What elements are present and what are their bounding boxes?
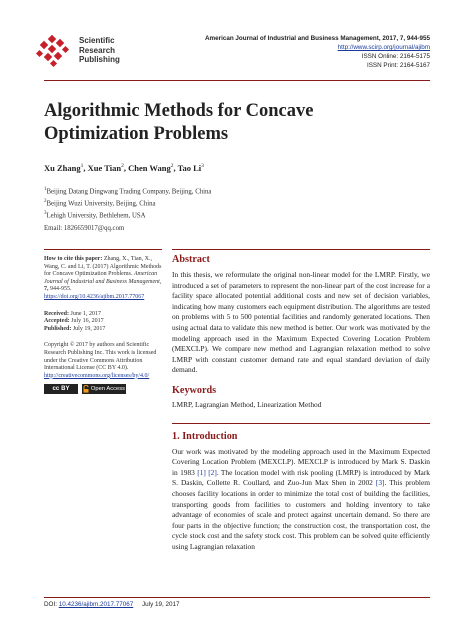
keywords-text: LMRP, Lagrangian Method, Linearization Method: [172, 399, 322, 409]
citation-pages: 944-955.: [50, 286, 72, 293]
affiliation-list: [44, 185, 211, 220]
author-affil-sup: 3: [201, 163, 204, 170]
reference-link[interactable]: [1]: [197, 467, 206, 477]
scirp-logo-icon: [33, 34, 77, 70]
license-badges: [44, 384, 162, 394]
author-name: Chen Wang: [128, 163, 171, 173]
affiliation-sup: 1: [44, 187, 47, 192]
publisher-name-line2: Research: [79, 45, 116, 55]
accepted-label: Accepted:: [44, 318, 70, 325]
main-content: [172, 249, 430, 552]
author-name: Xue Tian: [87, 163, 122, 173]
published-value: July 19, 2017: [72, 325, 106, 332]
received-label: Received:: [44, 310, 69, 317]
publisher-name: [79, 36, 120, 65]
license-link[interactable]: http://creativecommons.org/licenses/by/4.0/: [44, 372, 150, 379]
citation-label: How to cite this paper:: [44, 256, 103, 262]
published-date: [44, 326, 162, 334]
introduction-heading: 1. Introduction: [172, 430, 238, 442]
publisher-name-line3: Publishing: [79, 55, 120, 64]
abstract-text: In this thesis, we reformulate the original non-linear model for the LMRP. Firstly, we introduced a set of parameters to represent the non-linear part of the cost increase for a facility space allocated potential additional costs and new set of decision variables, indicating how many customers each equipment distribution. The algorithms are tested on problems with 5 to 500 potential facilities and randomly generated locations. Then using actual data to validate this new method is better. Our work was motivated by the modeling approach used in the Maximum Expected Covering Location Problem (MEXCLP). We compare new method and Lagrangian relaxation method to solve LMRP with constant customer demand rate and equal standard deviation of daily demand.: [172, 270, 430, 375]
cc-by-badge[interactable]: [44, 384, 78, 394]
sidebar-divider: [44, 249, 162, 250]
copyright-text: Copyright © 2017 by authors and Scientific Research Publishing Inc. This work is licensed under the Creative Commons Attribution International License (CC BY 4.0).: [44, 342, 157, 372]
paper-title-line1: Algorithmic Methods for Concave: [44, 101, 314, 121]
affiliation-item: [44, 209, 211, 221]
header-divider: [44, 80, 430, 81]
author-affil-sup: 2: [170, 163, 174, 170]
journal-info: [205, 34, 430, 70]
introduction-text: [172, 447, 430, 553]
citation-doi-link[interactable]: https://doi.org/10.4236/ajibm.2017.77067: [44, 293, 145, 300]
footer-divider: [44, 597, 430, 598]
issn-print: ISSN Print: 2164-5167: [366, 62, 430, 69]
left-sidebar: [44, 249, 162, 394]
author-separator: ,: [123, 163, 129, 173]
issn-online: ISSN Online: 2164-5175: [361, 53, 430, 60]
keywords-heading: Keywords: [172, 384, 217, 396]
author-affil-sup: 2: [121, 163, 124, 170]
citation-journal: American Journal of Industrial and Business Management,: [44, 271, 162, 285]
dates-block: [44, 311, 162, 334]
affiliation-item: [44, 185, 211, 197]
footer-date: July 19, 2017: [142, 601, 180, 608]
affiliation-item: [44, 197, 211, 209]
citation-volume: 7,: [44, 286, 49, 293]
footer-doi-label: DOI:: [44, 601, 57, 608]
journal-citation: American Journal of Industrial and Business Management, 2017, 7, 944-955: [204, 35, 430, 42]
paper-title: [44, 100, 424, 146]
accepted-date: [44, 318, 162, 326]
published-label: Published:: [44, 325, 72, 332]
affiliation-sup: 3: [44, 210, 47, 216]
affiliation-text: Beijing Datang Dingwang Trading Company, Beijing, China: [46, 188, 212, 196]
affiliation-sup: 2: [44, 198, 47, 204]
publisher-name-line1: Scientific: [79, 36, 115, 45]
open-lock-icon: [83, 385, 89, 393]
paper-title-line2: Optimization Problems: [44, 124, 229, 144]
abstract-divider: [172, 249, 430, 250]
open-access-badge: [82, 384, 126, 394]
received-date: [44, 311, 162, 319]
author-name: Xu Zhang: [44, 163, 81, 173]
citation-block: [44, 256, 162, 302]
journal-url-link[interactable]: http://www.scirp.org/journal/ajibm: [337, 44, 430, 51]
intro-text-part: Our work was motivated by the modeling approach used in the Maximum Expected Covering Location Problem (MEXCLP). MEXCLP is introduced by Mark S. Daskin in 1983: [172, 446, 430, 477]
author-affil-sup: 1: [80, 163, 84, 170]
abstract-heading: Abstract: [172, 254, 210, 265]
reference-link[interactable]: [3]: [375, 478, 385, 488]
accepted-value: July 16, 2017: [71, 318, 104, 325]
intro-text-part: . The location model with risk pooling (LMRP) is introduced by Mark S. Daskin, Collette R. Coullard, and Zuo-Jun Max Shen in 2002: [172, 467, 430, 488]
page-footer: [44, 601, 180, 608]
author-separator: ,: [173, 163, 178, 173]
affiliation-text: Lehigh University, Bethlehem, USA: [46, 211, 146, 219]
publisher-logo: [33, 34, 163, 70]
footer-doi-link[interactable]: 10.4236/ajibm.2017.77067: [58, 601, 134, 608]
copyright-block: [44, 342, 162, 380]
author-list: [44, 163, 204, 173]
open-access-label: Open Access: [90, 385, 126, 392]
introduction-divider: [172, 423, 430, 424]
author-separator: ,: [83, 163, 88, 173]
reference-link[interactable]: [2]: [208, 467, 217, 477]
citation-text: Zhang, X., Tian, X., Wang, C. and Li, T. (2017) Algorithmic Methods for Concave Optimization Problems.: [44, 256, 162, 278]
cc-by-label: BY: [61, 385, 70, 392]
cc-icon: cc: [52, 385, 60, 392]
intro-text-part: . This problem chooses facility locations in order to minimize the total cost of building the facilities, transporting goods from facilities to customers and holding inventory to take advantage of economies of scale and protect against uncertain demand. So there are four parts in the objective function; the construction cost, the transportation cost, the cycle stock cost and the safety stock cost. This problem can be solved quite efficiently using Lagrangian relaxation: [172, 478, 430, 551]
author-email: Email: 1826659017@qq.com: [44, 225, 125, 232]
author-name: Tao Li: [177, 163, 202, 173]
affiliation-text: Beijing Wuzi University, Beijing, China: [46, 200, 156, 208]
received-value: June 1, 2017: [70, 310, 101, 317]
